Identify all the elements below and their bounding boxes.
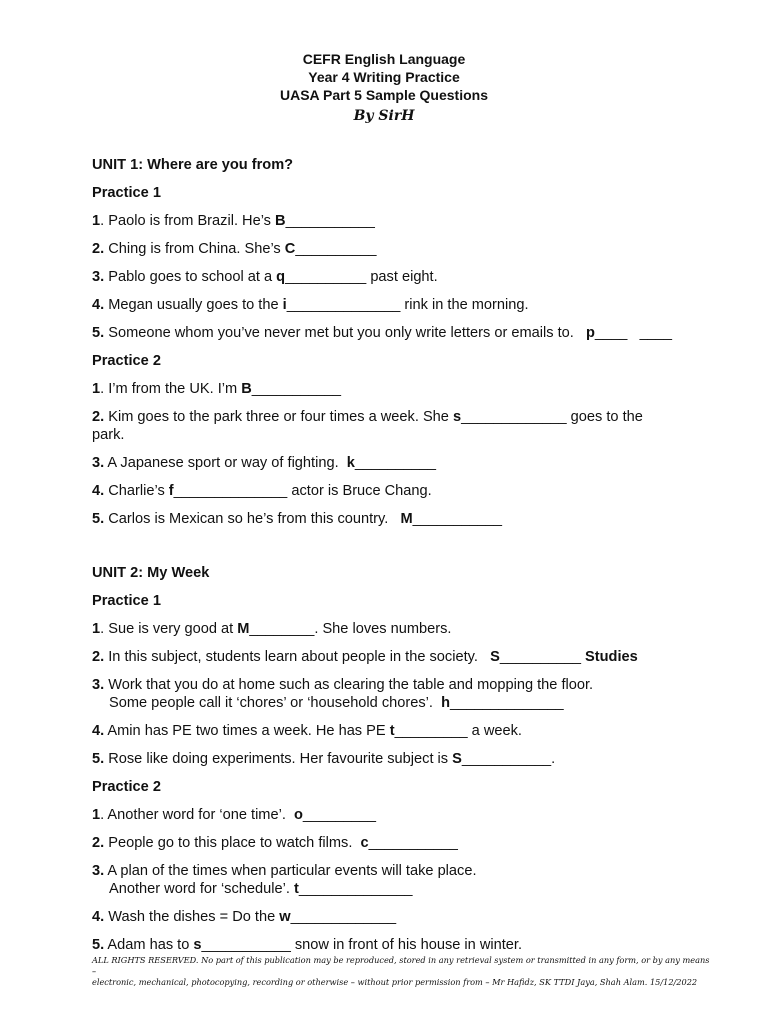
answer-blank: ___________: [412, 511, 502, 527]
answer-blank-second-word: ____: [639, 325, 673, 341]
answer-first-letter: f: [168, 483, 174, 499]
answer-first-letter: S: [490, 649, 500, 665]
question-number: 3.: [92, 269, 105, 285]
answer-blank: ___________: [251, 381, 342, 397]
answer-first-letter: h: [441, 695, 450, 711]
unit2-p1-question-1: 1. Sue is very good at M________. She loves numbers.: [92, 621, 452, 637]
question-number: 2.: [92, 241, 105, 257]
unit1-p1-question-5: 5. Someone whom you’ve never met but you only write letters or emails to. p____ ____: [92, 325, 673, 341]
answer-first-letter: B: [241, 381, 252, 397]
answer-first-letter: B: [275, 213, 286, 229]
question-number: 3.: [92, 455, 105, 471]
question-number: 3.: [92, 677, 105, 693]
unit1-practice1-title: Practice 1: [92, 185, 161, 201]
answer-blank: ______________: [173, 483, 288, 499]
answer-blank: ___________: [368, 835, 458, 851]
answer-blank: _____________: [290, 909, 397, 925]
question-number: 1: [92, 807, 101, 823]
unit2-p2-question-5: 5. Adam has to s___________ snow in front of his house in winter.: [92, 937, 523, 953]
answer-blank: ______________: [449, 695, 564, 711]
answer-blank: _____________: [461, 409, 567, 425]
answer-blank: ____: [594, 325, 628, 341]
unit1-p2-question-4: 4. Charlie’s f______________ actor is Bruce Chang.: [92, 483, 432, 499]
answer-first-letter: q: [276, 269, 286, 285]
unit1-p1-question-2: 2. Ching is from China. She’s C__________: [92, 241, 377, 257]
answer-first-letter: s: [452, 409, 462, 425]
question-number: 2.: [92, 409, 105, 425]
unit2-p1-question-5: 5. Rose like doing experiments. Her favourite subject is S___________.: [92, 751, 556, 767]
answer-first-letter: i: [282, 297, 287, 313]
answer-first-letter: C: [284, 241, 296, 257]
answer-first-letter: c: [360, 835, 369, 851]
answer-blank: ___________: [285, 213, 375, 229]
answer-blank: __________: [285, 269, 367, 285]
answer-first-letter: k: [346, 455, 355, 471]
unit2-p2-question-3: 3. A plan of the times when particular events will take place. Another word for ‘schedule’. t______________: [92, 863, 477, 897]
unit1-p1-question-3: 3. Pablo goes to school at a q__________ past eight.: [92, 269, 438, 285]
question-number: 1: [92, 213, 101, 229]
unit1-p2-question-5: 5. Carlos is Mexican so he’s from this country. M___________: [92, 511, 502, 527]
unit1-title: UNIT 1: Where are you from?: [92, 157, 294, 173]
question-number: 5.: [92, 325, 105, 341]
unit2-p1-question-2: 2. In this subject, students learn about people in the society. S__________ Studies: [92, 649, 638, 665]
question-number: 4.: [92, 909, 105, 925]
answer-first-letter: w: [279, 909, 291, 925]
unit2-p2-question-4: 4. Wash the dishes = Do the w_____________: [92, 909, 397, 925]
answer-blank: __________: [295, 241, 377, 257]
question-number: 5.: [92, 511, 105, 527]
answer-first-letter: S: [452, 751, 462, 767]
header-title-line1: CEFR English Language: [302, 51, 466, 67]
answer-first-letter: t: [293, 881, 299, 897]
worksheet-header: [0, 50, 768, 126]
answer-first-letter: t: [389, 723, 395, 739]
answer-blank: ________: [249, 621, 315, 637]
unit1-p2-question-3: 3. A Japanese sport or way of fighting. k__________: [92, 455, 437, 471]
unit2-p1-question-3: 3. Work that you do at home such as clearing the table and mopping the floor. Some people call it ‘chores’ or ‘household chores’. h______________: [92, 677, 594, 711]
answer-first-letter: s: [193, 937, 202, 953]
question-number: 2.: [92, 649, 105, 665]
header-title-line2: Year 4 Writing Practice: [308, 69, 460, 85]
answer-blank: ______________: [298, 881, 413, 897]
answer-blank: _________: [302, 807, 376, 823]
answer-blank: ___________: [201, 937, 291, 953]
unit1-p1-question-4: 4. Megan usually goes to the i______________ rink in the morning.: [92, 297, 529, 313]
answer-first-letter: M: [237, 621, 250, 637]
question-number: 3.: [92, 863, 105, 879]
unit1-practice2-title: Practice 2: [92, 353, 161, 369]
question-number: 4.: [92, 723, 105, 739]
unit2-p1-question-4: 4. Amin has PE two times a week. He has PE t_________ a week.: [92, 723, 522, 739]
answer-blank: _________: [394, 723, 468, 739]
unit2-p2-question-1: 1. Another word for ‘one time’. o_________: [92, 807, 376, 823]
answer-first-letter: o: [294, 807, 303, 823]
header-title-line3: UASA Part 5 Sample Questions: [280, 87, 488, 103]
unit2-p2-question-2: 2. People go to this place to watch films. c___________: [92, 835, 458, 851]
author-byline: By SirH: [353, 108, 415, 124]
copyright-footer: [92, 955, 712, 988]
question-number: 4.: [92, 297, 105, 313]
question-number: 2.: [92, 835, 105, 851]
question-number: 5.: [92, 751, 105, 767]
question-number: 1: [92, 381, 101, 397]
unit2-practice1-title: Practice 1: [92, 593, 161, 609]
answer-blank: __________: [354, 455, 437, 471]
answer-first-letter: M: [400, 511, 413, 527]
answer-blank: ______________: [286, 297, 401, 313]
question-number: 5.: [92, 937, 105, 953]
unit1-p1-question-1: 1. Paolo is from Brazil. He’s B___________: [92, 213, 375, 229]
unit2-practice2-title: Practice 2: [92, 779, 161, 795]
answer-blank: ___________: [461, 751, 552, 767]
footer-line2: electronic, mechanical, photocopying, recording or otherwise – without prior permission from – Mr Hafidz, SK TTDI Jaya, Shah Alam. 15/12/2022: [92, 977, 698, 987]
question-number: 1: [92, 621, 101, 637]
answer-blank: __________: [499, 649, 581, 665]
worksheet-content: [92, 156, 722, 954]
unit1-p2-question-2: 2. Kim goes to the park three or four times a week. She s_____________ goes to the park.: [92, 409, 643, 443]
unit1-p2-question-1: 1. I’m from the UK. I’m B___________: [92, 381, 342, 397]
footer-line1: ALL RIGHTS RESERVED. No part of this publication may be reproduced, stored in any retrieval system or transmitted in any form, or by any means –: [92, 955, 710, 976]
question-number: 4.: [92, 483, 105, 499]
answer-first-letter: p: [586, 325, 595, 341]
unit2-title: UNIT 2: My Week: [92, 565, 210, 581]
